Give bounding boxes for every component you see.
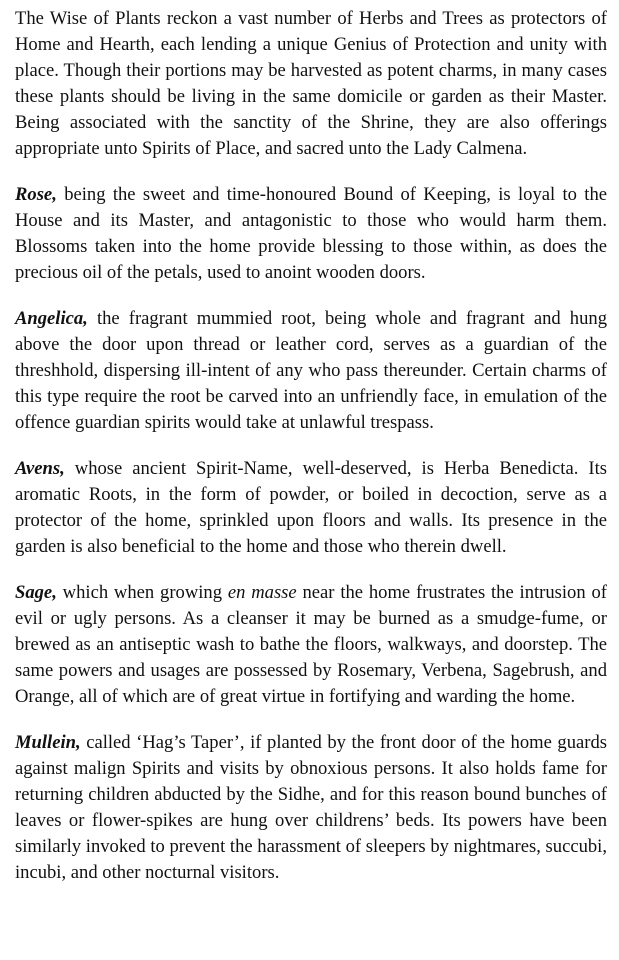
sage-paragraph xyxy=(15,580,607,710)
angelica-term: Angelica, xyxy=(15,308,88,329)
avens-paragraph xyxy=(15,456,607,560)
angelica-paragraph xyxy=(15,306,607,436)
rose-paragraph xyxy=(15,182,607,286)
mullein-paragraph xyxy=(15,730,607,886)
rose-term: Rose, xyxy=(15,184,57,205)
document-page xyxy=(15,6,607,906)
mullein-text: called ‘Hag’s Taper’, if planted by the front door of the home guards against malign Spirits and visits by obnoxious persons. It also holds fame for returning children abducted by the Sidhe, and for this reason bound bunches of leaves or flower-spikes are hung over childrens’ beds. Its powers have been similarly invoked to prevent the harassment of sleepers by nightmares, succubi, incubi, and other nocturnal visitors. xyxy=(15,732,607,883)
sage-italic-phrase: en masse xyxy=(227,582,297,603)
rose-text: being the sweet and time-honoured Bound of Keeping, is loyal to the House and its Master, and antagonistic to those who would harm them. Blossoms taken into the home provide blessing to those within, as does the precious oil of the petals, used to anoint wooden doors. xyxy=(15,184,608,283)
mullein-term: Mullein, xyxy=(15,732,81,753)
avens-text: whose ancient Spirit-Name, well-deserved, is Herba Benedicta. Its aromatic Roots, in the form of powder, or boiled in decoction, serve as a protector of the home, sprinkled upon floors and walls. Its presence in the garden is also beneficial to the home and those who therein dwell. xyxy=(15,458,607,557)
intro-paragraph xyxy=(15,6,607,162)
avens-term: Avens, xyxy=(15,458,65,479)
angelica-text: the fragrant mummied root, being whole and fragrant and hung above the door upon thread or leather cord, serves as a guardian of the threshhold, dispersing ill-intent of any who pass thereunder. Certain charms of this type require the root be carved into an unfriendly face, in emulation of the offence guardian spirits would take at unlawful trespass. xyxy=(15,308,607,433)
sage-text-after: near the home frustrates the intrusion of evil or ugly persons. As a cleanser it may be burned as a smudge-fume, or brewed as an antiseptic wash to bathe the floors, walkways, and doorstep. The same powers and usages are possessed by Rosemary, Verbena, Sagebrush, and Orange, all of which are of great virtue in fortifying and warding the home. xyxy=(15,582,607,707)
sage-text-before: which when growing xyxy=(62,582,223,603)
sage-term: Sage, xyxy=(15,582,57,603)
intro-text: The Wise of Plants reckon a vast number of Herbs and Trees as protectors of Home and Hearth, each lending a unique Genius of Protection and unity with place. Though their portions may be harvested as potent charms, in many cases these plants should be living in the same domicile or garden as their Master. Being associated with the sanctity of the Shrine, they are also offerings appropriate unto Spirits of Place, and sacred unto the Lady Calmena. xyxy=(15,8,607,159)
